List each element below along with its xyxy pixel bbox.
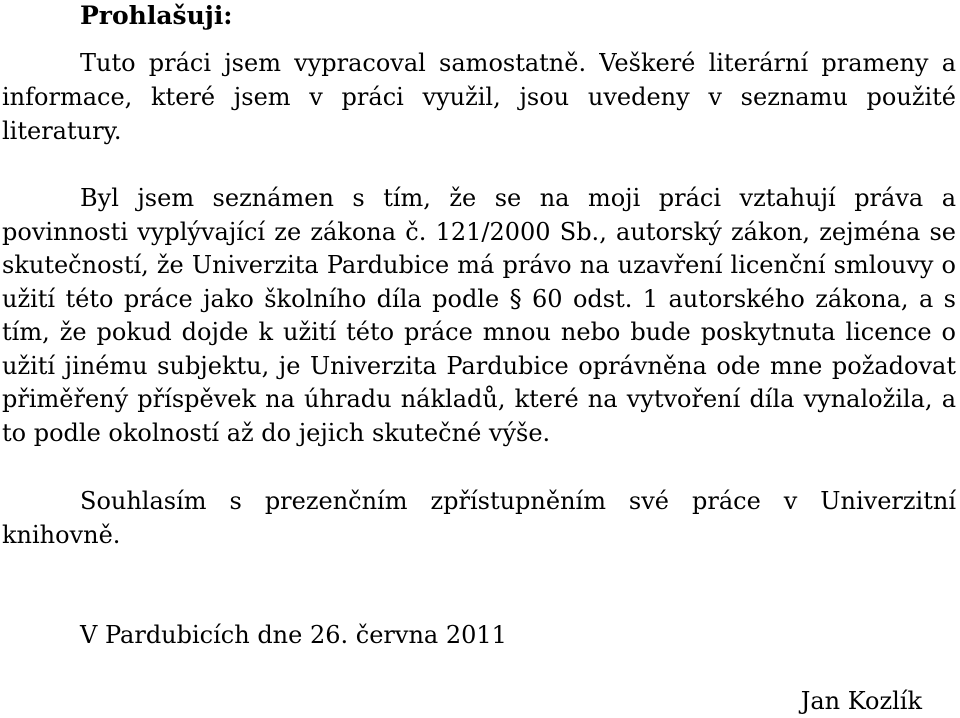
place-and-date: V Pardubicích dne 26. června 2011 [80, 621, 507, 649]
declaration-heading: Prohlašuji: [80, 1, 233, 30]
paragraph-consent [2, 484, 956, 552]
signature-name: Jan Kozlík [800, 687, 922, 715]
paragraph-copyright-text: Byl jsem seznámen s tím, že se na moji práci vztahují práva a povinnosti vyplývající ze zákona č. 121/2000 Sb., autorský zákon, zejména se skutečností, že Univerzita Pardubice má právo na uzavření licenční smlouvy o užití této práce jako školního díla podle § 60 odst. 1 autorského zákona, a s tím, že pokud dojde k užití této práce mnou nebo bude poskytnuta licence o užití jinému subjektu, je Univerzita Pardubice oprávněna ode mne požadovat přiměřený příspěvek na úhradu nákladů, které na vytvoření díla vynaložila, a to podle okolností až do jejich skutečné výše. [2, 184, 956, 447]
paragraph-copyright [2, 182, 956, 450]
paragraph-consent-text: Souhlasím s prezenčním zpřístupněním své práce v Univerzitní knihovně. [2, 487, 956, 549]
paragraph-authorship-text: Tuto práci jsem vypracoval samostatně. Veškeré literární prameny a informace, které jsem v práci využil, jsou uvedeny v seznamu použité literatury. [2, 49, 956, 145]
paragraph-authorship [2, 46, 956, 148]
